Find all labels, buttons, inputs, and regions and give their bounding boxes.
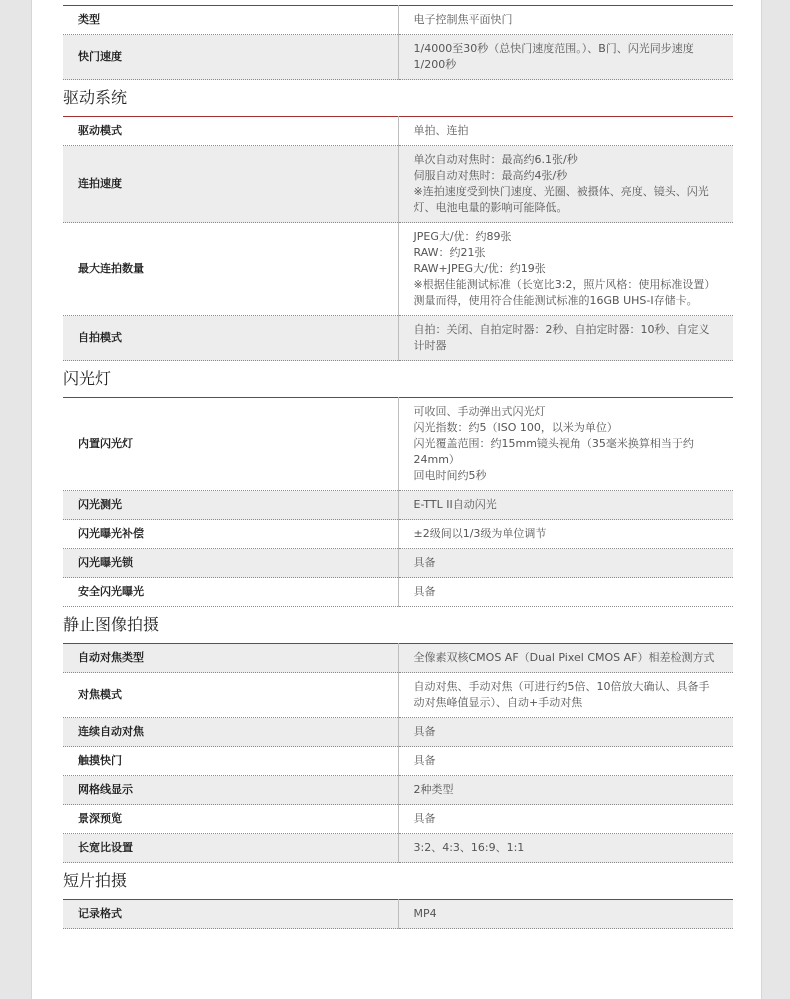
row-label: 闪光测光: [63, 491, 398, 520]
row-value: MP4: [398, 900, 733, 929]
table-row: [63, 747, 733, 776]
row-label: 连拍速度: [63, 146, 398, 223]
row-value: 自动对焦、手动对焦（可进行约5倍、10倍放大确认、具备手动对焦峰值显示）、自动+手动对焦: [398, 673, 733, 718]
row-label: 连续自动对焦: [63, 718, 398, 747]
row-value: 3:2、4:3、16:9、1:1: [398, 834, 733, 863]
row-label: 安全闪光曝光: [63, 578, 398, 607]
table-row: [63, 520, 733, 549]
row-value: 具备: [398, 747, 733, 776]
table-row: [63, 776, 733, 805]
table-row: [63, 398, 733, 491]
row-value: 具备: [398, 578, 733, 607]
row-value: 单次自动对焦时：最高约6.1张/秒 伺服自动对焦时：最高约4张/秒 ※连拍速度受到快门速度、光圈、被摄体、亮度、镜头、闪光灯、电池电量的影响可能降低。: [398, 146, 733, 223]
row-value: E-TTL II自动闪光: [398, 491, 733, 520]
table-row: [63, 900, 733, 929]
table-row: [63, 834, 733, 863]
row-value: 具备: [398, 718, 733, 747]
spec-content: [63, 5, 733, 929]
page: [31, 0, 762, 999]
row-label: 快门速度: [63, 35, 398, 80]
table-row: [63, 805, 733, 834]
table-row: [63, 316, 733, 361]
table-row: [63, 549, 733, 578]
table-row: [63, 644, 733, 673]
section-heading: 闪光灯: [63, 369, 112, 388]
row-label: 类型: [63, 6, 398, 35]
row-value: 2种类型: [398, 776, 733, 805]
row-label: 自动对焦类型: [63, 644, 398, 673]
table-row: [63, 35, 733, 80]
row-label: 闪光曝光补偿: [63, 520, 398, 549]
row-value: 全像素双核CMOS AF（Dual Pixel CMOS AF）相差检测方式: [398, 644, 733, 673]
table-row: [63, 6, 733, 35]
row-value: 具备: [398, 549, 733, 578]
row-label: 对焦模式: [63, 673, 398, 718]
row-label: 触摸快门: [63, 747, 398, 776]
spec-table-drive: [63, 116, 733, 361]
spec-table-shutter: [63, 5, 733, 80]
row-value: 可收回、手动弹出式闪光灯 闪光指数：约5（ISO 100，以米为单位） 闪光覆盖范围：约15mm镜头视角（35毫米换算相当于约24mm） 回电时间约5秒: [398, 398, 733, 491]
row-label: 最大连拍数量: [63, 223, 398, 316]
row-label: 内置闪光灯: [63, 398, 398, 491]
row-label: 景深预览: [63, 805, 398, 834]
table-row: [63, 223, 733, 316]
row-value: ±2级间以1/3级为单位调节: [398, 520, 733, 549]
spec-table-still: [63, 643, 733, 863]
row-label: 长宽比设置: [63, 834, 398, 863]
spec-table-movie: [63, 899, 733, 929]
row-label: 闪光曝光锁: [63, 549, 398, 578]
row-value: 具备: [398, 805, 733, 834]
row-label: 驱动模式: [63, 117, 398, 146]
table-row: [63, 578, 733, 607]
table-row: [63, 117, 733, 146]
section-heading: 静止图像拍摄: [63, 615, 160, 634]
row-value: 电子控制焦平面快门: [398, 6, 733, 35]
section-heading: 短片拍摄: [63, 871, 128, 890]
row-value: 1/4000至30秒（总快门速度范围。）、B门、闪光同步速度1/200秒: [398, 35, 733, 80]
table-row: [63, 718, 733, 747]
table-row: [63, 146, 733, 223]
row-label: 记录格式: [63, 900, 398, 929]
table-row: [63, 673, 733, 718]
row-value: 单拍、连拍: [398, 117, 733, 146]
section-heading: 驱动系统: [63, 88, 128, 107]
table-row: [63, 491, 733, 520]
row-value: JPEG大/优：约89张 RAW：约21张 RAW+JPEG大/优：约19张 ※根据佳能测试标准（长宽比3:2，照片风格：使用标准设置）测量而得，使用符合佳能测试标准的16GB UHS-I存储卡。: [398, 223, 733, 316]
spec-table-flash: [63, 397, 733, 607]
row-label: 网格线显示: [63, 776, 398, 805]
row-label: 自拍模式: [63, 316, 398, 361]
row-value: 自拍：关闭、自拍定时器：2秒、自拍定时器：10秒、自定义计时器: [398, 316, 733, 361]
